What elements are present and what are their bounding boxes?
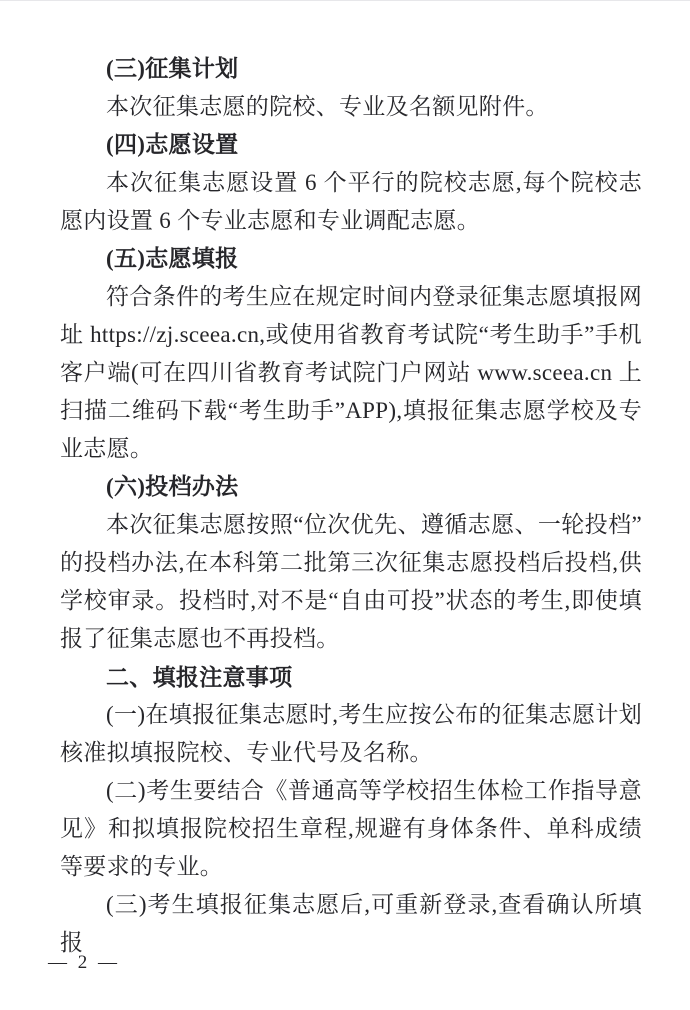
section-heading: (五)志愿填报	[106, 246, 239, 271]
document-paragraph: (一)在填报征集志愿时,考生应按公布的征集志愿计划核准拟填报院校、专业代号及名称。	[60, 702, 642, 765]
document-body	[60, 50, 642, 962]
document-paragraph: 本次征集志愿设置 6 个平行的院校志愿,每个院校志愿内设置 6 个专业志愿和专业调配志愿。	[60, 170, 642, 233]
document-paragraph: 符合条件的考生应在规定时间内登录征集志愿填报网址 https://zj.sceea.cn,或使用省教育考试院“考生助手”手机客户端(可在四川省教育考试院门户网站 www.sceea.cn 上扫描二维码下载“考生助手”APP),填报征集志愿学校及专业志愿。	[60, 284, 642, 461]
document-paragraph: 本次征集志愿的院校、专业及名额见附件。	[106, 94, 549, 119]
document-paragraph: (三)考生填报征集志愿后,可重新登录,查看确认所填报	[60, 892, 642, 955]
document-paragraph: 本次征集志愿按照“位次优先、遵循志愿、一轮投档”的投档办法,在本科第二批第三次征集志愿投档后投档,供学校审录。投档时,对不是“自由可投”状态的考生,即使填报了征集志愿也不再投档。	[60, 512, 642, 651]
section-heading: (六)投档办法	[106, 474, 239, 499]
section-heading: (四)志愿设置	[106, 132, 239, 157]
chapter-heading: 二、填报注意事项	[106, 664, 293, 690]
page-number: — 2 —	[48, 952, 120, 973]
document-paragraph: (二)考生要结合《普通高等学校招生体检工作指导意见》和拟填报院校招生章程,规避有身体条件、单科成绩等要求的专业。	[60, 778, 642, 879]
section-heading: (三)征集计划	[106, 56, 239, 81]
scan-edge-line	[0, 0, 690, 1]
